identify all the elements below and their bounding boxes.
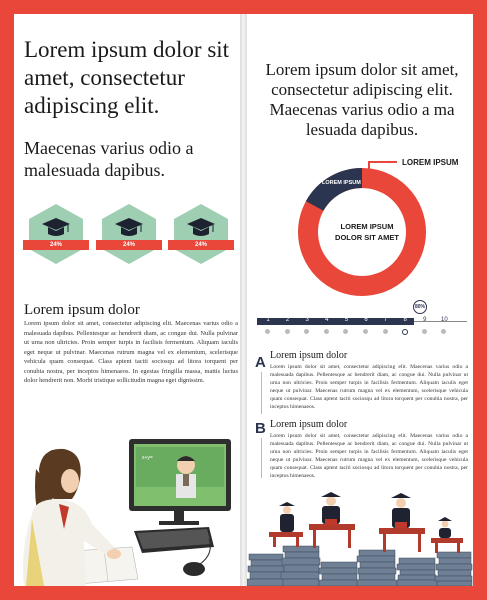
scale-number: 6 [364, 317, 368, 323]
donut-center-label: LOREM IPSUM DOLOR SIT AMET [335, 222, 399, 242]
scale-dot [304, 329, 309, 334]
scale-number: 9 [423, 317, 427, 323]
section-b-divider [261, 438, 262, 478]
scale-dot [383, 329, 388, 334]
badge-label: 24% [23, 240, 89, 250]
section-a-letter: A [255, 354, 266, 371]
section-b-letter: B [255, 420, 266, 437]
donut-callout-label: LOREM IPSUM [402, 158, 459, 167]
badge-2 [102, 204, 156, 264]
section-a-title: Lorem ipsum dolor [270, 350, 348, 361]
svg-text:x+y=: x+y= [142, 455, 153, 461]
badge-1 [29, 204, 83, 264]
scale-number: 3 [305, 317, 309, 323]
badge-label: 24% [96, 240, 162, 250]
scale-dot [402, 329, 408, 335]
scale-number: 7 [383, 317, 388, 323]
left-title: Lorem ipsum dolor sit amet, consectetur adipiscing elit. [24, 37, 230, 118]
scale-dot [343, 329, 348, 334]
badge-row [24, 204, 234, 274]
graduates-books-illustration [247, 484, 473, 586]
left-section-body: Lorem ipsum dolor sit amet, consectetur adipiscing elit. Maecenas varius odio a malesuada dapibus. Pellentesque ac hendrerit diam, ac congue dui. Nulla pulvinar ut urna non ultricies. Proin semper turpis in facilisis fermentum. Aliquam iaculis eget neque ut pulvinar. Maecenas rutrum magna vel ex elementum, scelerisque vehicula quam consequat. Class aptent taciti sociosqu ad litora torquent per conubia nostra, per inceptos himenaeos. In egestas fringilla massa, mattis luctus dolor hendrerit non. Morbi tristique sollicitudin magna eget dignissim. [24, 320, 238, 384]
progress-scale [257, 304, 467, 344]
left-page [14, 14, 240, 586]
left-subtitle: Maecenas varius odio a malesuada dapibus. [24, 138, 194, 180]
scale-dot [285, 329, 290, 334]
scale-number: 4 [325, 317, 329, 323]
section-b-title: Lorem ipsum dolor [270, 419, 348, 430]
scale-dot [441, 329, 446, 334]
page-gutter [240, 14, 247, 586]
badge-label: 24% [168, 240, 234, 250]
section-b-body: Lorem ipsum dolor sit amet, consectetur adipiscing elit. Maecenas varius odio a malesuada dapibus. Pellentesque ac hendrerit diam, ac congue dui. Nulla pulvinar ut urna non ultricies. Proin semper turpis in facilisis fermentum. Aliquam iaculis eget neque ut pulvinar. Maecenas rutrum magna vel ex elementum, scelerisque vehicula quam consequat. Class aptent taciti sociosqu ad litora torquent per conubia nostra, per inceptos himenaeos. [270, 433, 468, 479]
scale-marker: 80% [413, 300, 427, 314]
graduation-cap-icon [186, 216, 216, 240]
scale-number: 1 [266, 317, 270, 323]
scale-dot [422, 329, 427, 334]
scale-number: 5 [344, 317, 349, 323]
scale-dot [265, 329, 270, 334]
badge-3 [174, 204, 228, 264]
section-a-divider [261, 372, 262, 414]
scale-number: 8 [403, 317, 407, 323]
right-page [247, 14, 473, 586]
scale-number: 2 [285, 317, 290, 323]
graduation-cap-icon [114, 216, 144, 240]
section-a-body: Lorem ipsum dolor sit amet, consectetur adipiscing elit. Maecenas varius odio a malesuada dapibus. Pellentesque ac hendrerit diam, ac congue dui. Nulla pulvinar ut urna non ultricies. Proin semper turpis in facilisis fermentum. Aliquam iaculis eget neque ut pulvinar. Maecenas rutrum magna vel ex elementum, scelerisque vehicula quam consequat. Class aptent taciti sociosqu ad litora torquent per conubia nostra, per inceptos himenaeos. [270, 364, 468, 410]
student-computer-illustration [14, 429, 240, 586]
scale-number: 10 [441, 317, 448, 323]
right-title: Lorem ipsum dolor sit amet, consectetur adipiscing elit. Maecenas varius odio a ma lesuada dapibus. [265, 60, 459, 139]
scale-dot [324, 329, 329, 334]
donut-small-slice-label: LOREM IPSUM [322, 180, 361, 186]
left-section-title: Lorem ipsum dolor [24, 302, 140, 318]
scale-dot [363, 329, 368, 334]
graduation-cap-icon [41, 216, 71, 240]
